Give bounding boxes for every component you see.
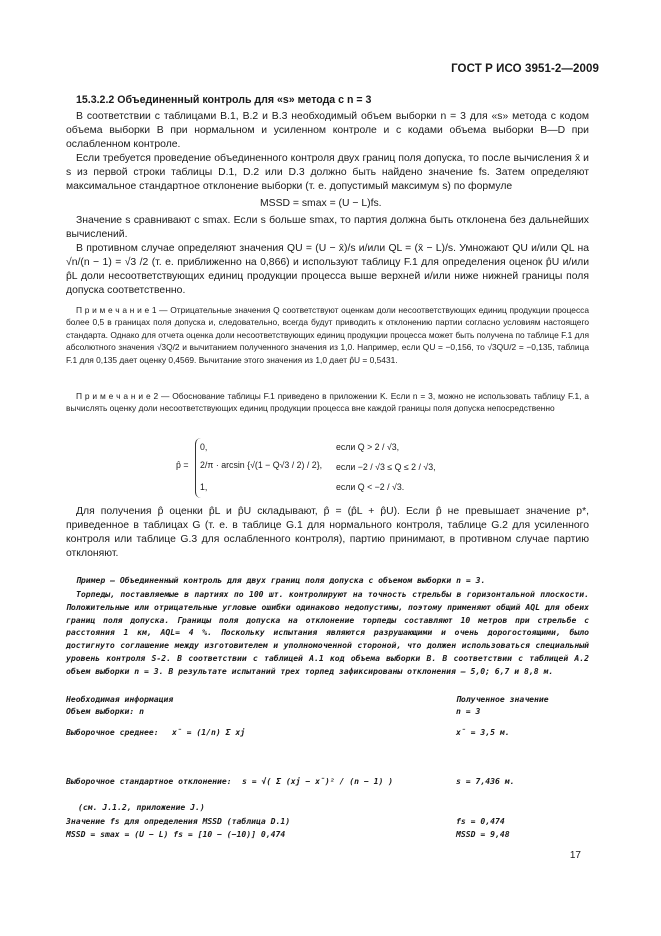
paragraph-5: Для получения p̂ оценки p̂L и p̂U складывают, p̂ = (p̂L + p̂U). Если p̂ не превышает значение p*, приведенное в таблицах G (т. е. в таблице G.1 для нормального контроля, таблице G.2 для усиленного контроля или таблице G.3 для ослабленного контроля), партию принимают, в противном случае партию отклоняют. bbox=[66, 506, 589, 559]
standard-header: ГОСТ Р ИСО 3951-2—2009 bbox=[451, 63, 599, 75]
row-mean-value: x̄ = 3,5 м. bbox=[456, 727, 510, 737]
example-title: Пример — Объединенный контроль для двух границ поля допуска с объемом выборки n = 3. bbox=[76, 575, 486, 585]
piecewise-lhs: p̂ = bbox=[176, 460, 189, 470]
case-2-condition: если −2 / √3 ≤ Q ≤ 2 / √3, bbox=[336, 462, 436, 472]
col-obtained-header: Полученное значение bbox=[456, 694, 549, 704]
row-stddev-value: s = 7,436 м. bbox=[456, 776, 515, 786]
page-number: 17 bbox=[569, 850, 581, 861]
case-1-value: 0, bbox=[200, 442, 208, 452]
section-title: 15.3.2.2 Объединенный контроль для «s» метода с n = 3 bbox=[76, 94, 372, 106]
row-reference: (см. J.1.2, приложение J.) bbox=[78, 802, 205, 812]
paragraph-3: Значение s сравнивают с smax. Если s больше smax, то партия должна быть отклонена без дальнейших вычислений. bbox=[66, 215, 589, 240]
row-mssd-label: MSSD = smax = (U − L) fs = [10 − (−10)] 0,474 bbox=[66, 829, 286, 839]
formula-mssd: MSSD = smax = (U − L)fs. bbox=[260, 198, 382, 209]
case-1-condition: если Q > 2 / √3, bbox=[336, 442, 400, 452]
paragraph-4: В противном случае определяют значения QU = (U − x̄)/s и/или QL = (x̄ − L)/s. Умножают QU и/или QL на √n/(n − 1) = √3 /2 (т. е. приближенно на 0,866) и используют таблицу F.1 для определения оценок p̂U и/или p̂L доли несоответствующих единиц продукции процесса выше верхней и/или ниже нижней границы поля допуска соответственно. bbox=[66, 243, 589, 296]
row-stddev-formula: s = √( Σ (xj − x̄)² / (n − 1) ) bbox=[242, 776, 394, 786]
col-required-header: Необходимая информация bbox=[66, 694, 174, 704]
case-3-condition: если Q < −2 / √3. bbox=[336, 482, 405, 492]
row-stddev-label: Выборочное стандартное отклонение: bbox=[66, 776, 232, 786]
paragraph-2: Если требуется проведение объединенного контроля двух границ поля допуска, то после вычисления x̄ и s из первой строки таблицы D.1, D.2 или D.3 должно быть найдено значение fs. Затем определяют максимальное стандартное отклонение выборки (т. е. допустимый максимум s) по формуле bbox=[66, 153, 589, 192]
example-text: Торпеды, поставляемые в партиях по 100 шт. контролируют на точность стрельбы в горизонтальной плоскости. Положительные или отрицательные угловые ошибки одинаково недопустимы, поэтому применяют общий AQL для обеих границ поля допуска. Границы поля допуска на отклонение торпеды составляют 10 метров при стрельбе с расстояния 1 км, AQL= 4 %. Поскольку испытания являются разрушающими и очень дорогостоящими, было достигнуто соглашение между изготовителем и уполномоченной стороной, что должен использоваться специальный уровень контроля S-2. В соответствии с таблицей А.1 код объема выборки В. В соответствии с таблицей А.2 объем выборки n = 3. В результате испытаний трех торпед зафиксированы отклонения — 5,0; 6,7 и 8,8 м. bbox=[66, 589, 589, 676]
piecewise-formula bbox=[170, 438, 470, 500]
row-mean-label: Выборочное среднее: bbox=[66, 727, 159, 737]
row-mean-formula: x̄ = (1/n) Σ xj bbox=[172, 727, 246, 737]
note-1: П р и м е ч а н и е 1 — Отрицательные значения Q соответствуют оценкам доли несоответствующих единиц продукции процесса более 0,5 в границах поля допуска и, следовательно, всегда будут приводить к отклонению партии согласно условиям настоящего стандарта. Однако для отчета оценка доли несоответствующих единиц продукции процесса может быть получена по таблице F.1 для абсолютного значения √3Q/2 и вычитанием полученного значения из 1,0. Например, если QU = −0,156, то √3QU/2 = −0,135, таблица F.1 для 0,135 дает оценку 0,4569. Вычитание этого значения из 1,0 дает p̂U = 0,5431. bbox=[66, 305, 589, 365]
case-3-value: 1, bbox=[200, 482, 208, 492]
row-sample-size-value: n = 3 bbox=[456, 706, 481, 716]
paragraph-1: В соответствии с таблицами В.1, В.2 и В.3 необходимый объем выборки n = 3 для «s» метода с кодом объема выборки В при нормальном и усиленном контроле и с кодами объема выборки В—D при ослабленном контроле. bbox=[66, 111, 589, 150]
row-mssd-value: MSSD = 9,48 bbox=[456, 829, 510, 839]
row-sample-size-label: Объем выборки: n bbox=[66, 706, 144, 716]
note-2: П р и м е ч а н и е 2 — Обоснование таблицы F.1 приведено в приложении K. Если n = 3, можно не использовать таблицу F.1, а вычислять оценку доли несоответствующих единиц продукции процесса вне каждой границы поля допуска непосредственно bbox=[66, 391, 589, 414]
case-2-value: 2/π · arcsin {√(1 − Q√3 / 2) / 2}, bbox=[200, 460, 323, 470]
row-fs-value: fs = 0,474 bbox=[456, 816, 505, 826]
row-fs-label: Значение fs для определения MSSD (таблица D.1) bbox=[66, 816, 291, 826]
